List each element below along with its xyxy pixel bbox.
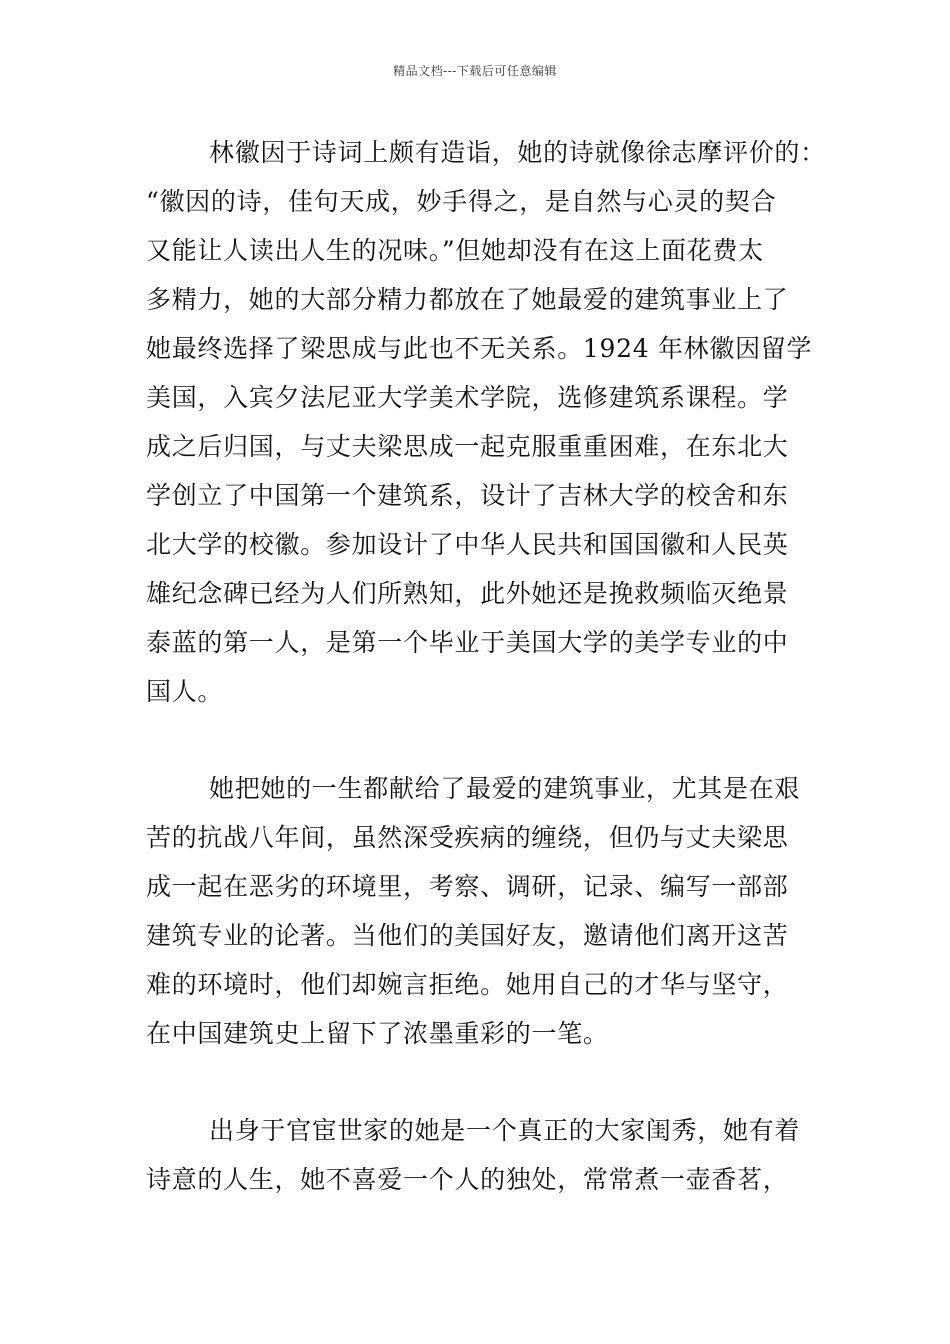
text-line: 难的环境时，他们却婉言拒绝。她用自己的才华与坚守， [146, 970, 789, 999]
text-line: 成一起在恶劣的环境里，考察、调研，记录、编写一部部 [146, 872, 789, 901]
paragraph-1 [146, 128, 826, 716]
text-line: 美国，入宾夕法尼亚大学美术学院，选修建筑系课程。学 [146, 383, 789, 412]
text-line: 她把她的一生都献给了最爱的建筑事业，尤其是在艰 [209, 774, 801, 803]
text-line: 北大学的校徽。参加设计了中华人民共和国国徽和人民英 [146, 530, 789, 559]
text-line: 建筑专业的论著。当他们的美国好友，邀请他们离开这苦 [146, 921, 789, 950]
text-line: 林徽因于诗词上颇有造诣，她的诗就像徐志摩评价的： [209, 138, 826, 167]
text-line: 成之后归国，与丈夫梁思成一起克服重重困难，在东北大 [146, 432, 789, 461]
text-line: 出身于官宦世家的她是一个真正的大家闺秀，她有着 [209, 1116, 801, 1145]
paragraph-2 [146, 764, 808, 1058]
text-line: 多精力，她的大部分精力都放在了她最爱的建筑事业上了 [146, 285, 789, 314]
text-line: 她最终选择了梁思成与此也不无关系。1924 年林徽因留学 [146, 334, 813, 363]
text-line: 国人。 [146, 677, 224, 706]
text-line: 在中国建筑史上留下了浓墨重彩的一笔。 [146, 1019, 609, 1048]
page-header: 精品文档---下载后可任意编辑 [393, 64, 557, 78]
text-line: 雄纪念碑已经为人们所熟知，此外她还是挽救频临灭绝景 [146, 579, 789, 608]
text-line: 又能让人读出人生的况味。”但她却没有在这上面花费太 [146, 236, 764, 265]
text-line: 诗意的人生，她不喜爱一个人的独处，常常煮一壶香茗， [146, 1165, 789, 1194]
text-line: 泰蓝的第一人，是第一个毕业于美国大学的美学专业的中 [146, 628, 789, 657]
paragraph-3 [146, 1106, 808, 1204]
document-body [146, 128, 826, 1252]
text-line: 苦的抗战八年间，虽然深受疾病的缠绕，但仍与丈夫梁思 [146, 823, 789, 852]
text-line: “徽因的诗，佳句天成，妙手得之，是自然与心灵的契合 [146, 187, 777, 216]
text-line: 学创立了中国第一个建筑系，设计了吉林大学的校舍和东 [146, 481, 789, 510]
